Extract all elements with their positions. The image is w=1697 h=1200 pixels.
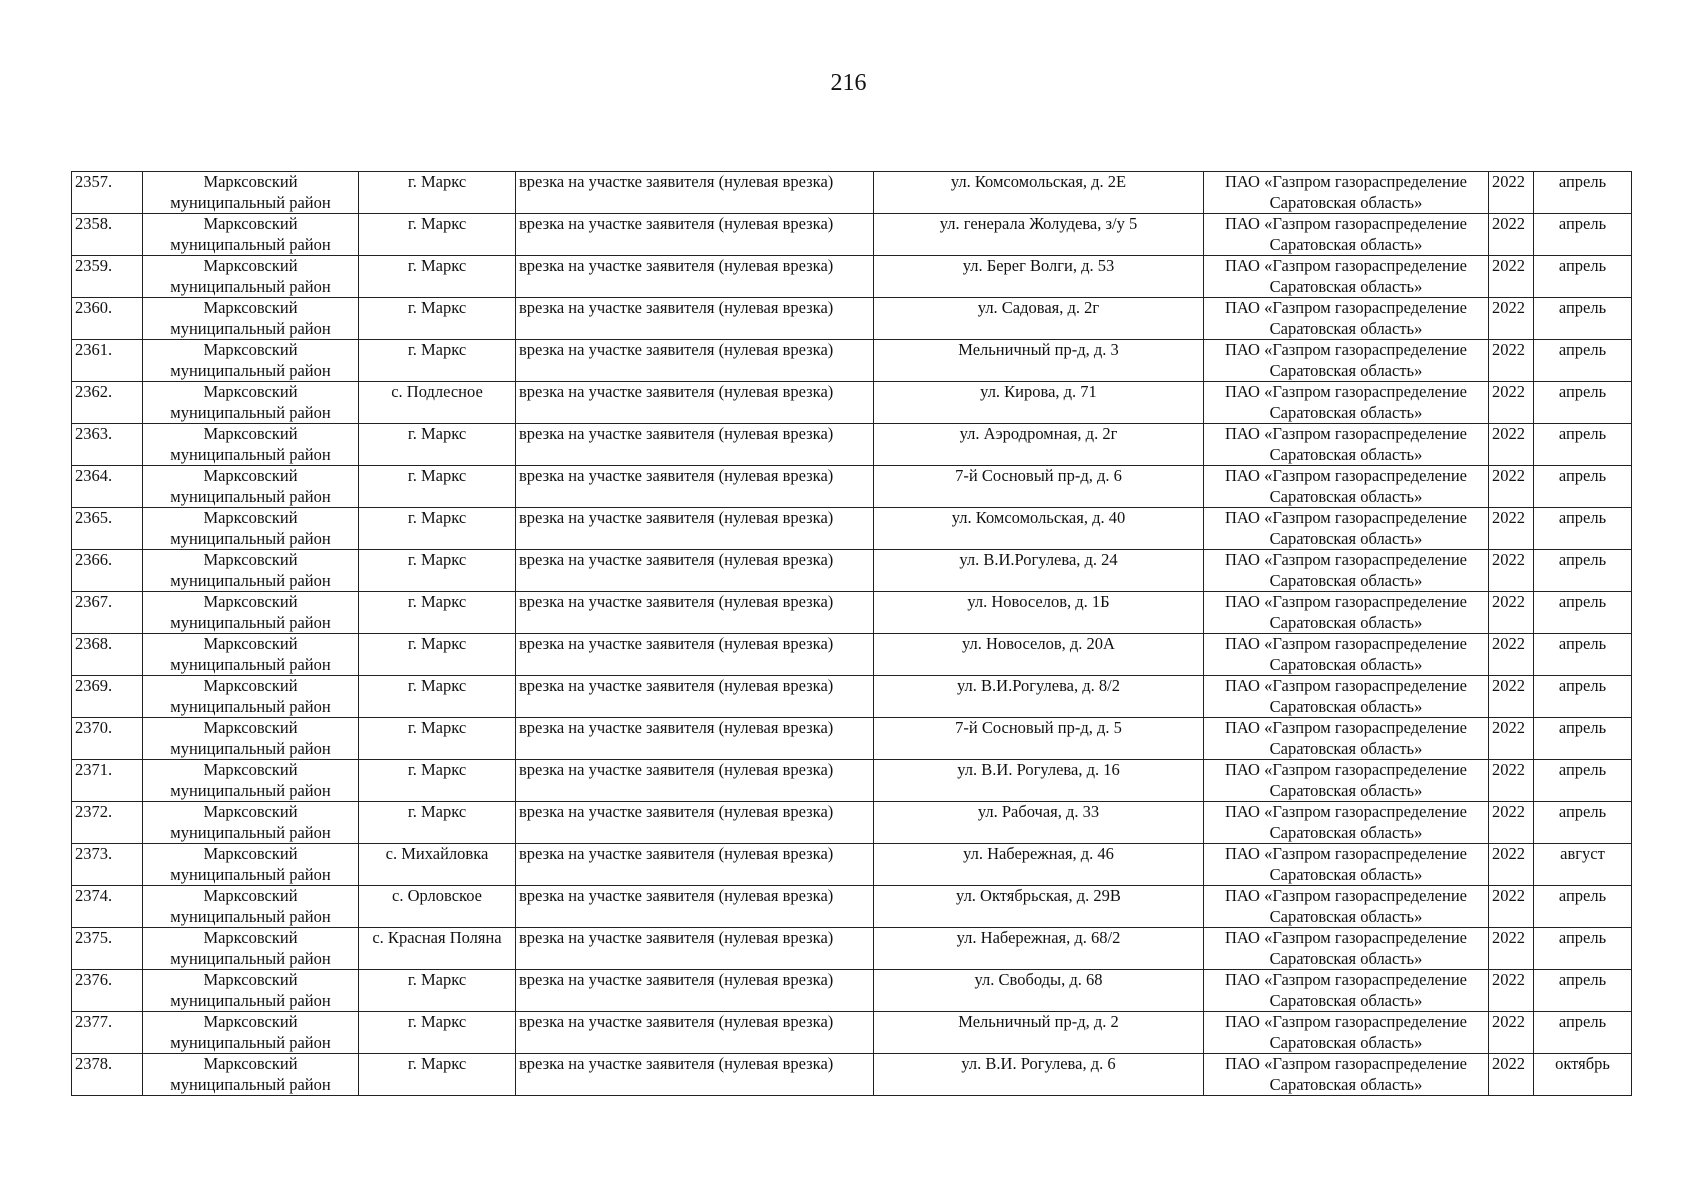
year-cell: 2022 (1489, 676, 1534, 718)
work-type-cell: врезка на участке заявителя (нулевая врезка) (516, 340, 874, 382)
address-cell: ул. Аэродромная, д. 2г (874, 424, 1204, 466)
address-cell: ул. Берег Волги, д. 53 (874, 256, 1204, 298)
district-cell: Марксовский муниципальный район (143, 1012, 359, 1054)
month-cell: август (1534, 844, 1632, 886)
month-cell: апрель (1534, 550, 1632, 592)
table-row (72, 214, 1632, 256)
locality-cell: г. Маркс (359, 634, 516, 676)
address-cell: ул. Садовая, д. 2г (874, 298, 1204, 340)
table-row (72, 340, 1632, 382)
registry-table (71, 171, 1632, 1096)
locality-cell: г. Маркс (359, 592, 516, 634)
row-number: 2376. (72, 970, 143, 1012)
work-type-cell: врезка на участке заявителя (нулевая врезка) (516, 718, 874, 760)
year-cell: 2022 (1489, 1012, 1534, 1054)
work-type-cell: врезка на участке заявителя (нулевая врезка) (516, 550, 874, 592)
address-cell: ул. Набережная, д. 46 (874, 844, 1204, 886)
month-cell: апрель (1534, 1012, 1632, 1054)
month-cell: апрель (1534, 928, 1632, 970)
row-number: 2374. (72, 886, 143, 928)
row-number: 2370. (72, 718, 143, 760)
organization-cell: ПАО «Газпром газораспределение Саратовская область» (1204, 550, 1489, 592)
table-row (72, 508, 1632, 550)
year-cell: 2022 (1489, 298, 1534, 340)
organization-cell: ПАО «Газпром газораспределение Саратовская область» (1204, 844, 1489, 886)
organization-cell: ПАО «Газпром газораспределение Саратовская область» (1204, 718, 1489, 760)
organization-cell: ПАО «Газпром газораспределение Саратовская область» (1204, 256, 1489, 298)
row-number: 2365. (72, 508, 143, 550)
month-cell: апрель (1534, 256, 1632, 298)
address-cell: ул. Рабочая, д. 33 (874, 802, 1204, 844)
month-cell: апрель (1534, 172, 1632, 214)
table-body (72, 172, 1632, 1096)
row-number: 2363. (72, 424, 143, 466)
year-cell: 2022 (1489, 214, 1534, 256)
locality-cell: г. Маркс (359, 298, 516, 340)
district-cell: Марксовский муниципальный район (143, 424, 359, 466)
month-cell: апрель (1534, 718, 1632, 760)
organization-cell: ПАО «Газпром газораспределение Саратовская область» (1204, 466, 1489, 508)
address-cell: 7-й Сосновый пр-д, д. 5 (874, 718, 1204, 760)
table-row (72, 802, 1632, 844)
row-number: 2359. (72, 256, 143, 298)
year-cell: 2022 (1489, 634, 1534, 676)
year-cell: 2022 (1489, 928, 1534, 970)
locality-cell: с. Орловское (359, 886, 516, 928)
row-number: 2366. (72, 550, 143, 592)
year-cell: 2022 (1489, 382, 1534, 424)
year-cell: 2022 (1489, 256, 1534, 298)
month-cell: апрель (1534, 970, 1632, 1012)
organization-cell: ПАО «Газпром газораспределение Саратовская область» (1204, 1054, 1489, 1096)
locality-cell: г. Маркс (359, 172, 516, 214)
organization-cell: ПАО «Газпром газораспределение Саратовская область» (1204, 886, 1489, 928)
address-cell: Мельничный пр-д, д. 2 (874, 1012, 1204, 1054)
organization-cell: ПАО «Газпром газораспределение Саратовская область» (1204, 172, 1489, 214)
month-cell: апрель (1534, 508, 1632, 550)
work-type-cell: врезка на участке заявителя (нулевая врезка) (516, 256, 874, 298)
month-cell: апрель (1534, 424, 1632, 466)
month-cell: апрель (1534, 760, 1632, 802)
organization-cell: ПАО «Газпром газораспределение Саратовская область» (1204, 592, 1489, 634)
year-cell: 2022 (1489, 424, 1534, 466)
month-cell: апрель (1534, 298, 1632, 340)
locality-cell: г. Маркс (359, 1012, 516, 1054)
address-cell: ул. Новоселов, д. 20А (874, 634, 1204, 676)
table-row (72, 676, 1632, 718)
locality-cell: г. Маркс (359, 550, 516, 592)
row-number: 2372. (72, 802, 143, 844)
work-type-cell: врезка на участке заявителя (нулевая врезка) (516, 214, 874, 256)
work-type-cell: врезка на участке заявителя (нулевая врезка) (516, 886, 874, 928)
district-cell: Марксовский муниципальный район (143, 340, 359, 382)
locality-cell: г. Маркс (359, 424, 516, 466)
work-type-cell: врезка на участке заявителя (нулевая врезка) (516, 1054, 874, 1096)
row-number: 2361. (72, 340, 143, 382)
address-cell: ул. В.И.Рогулева, д. 8/2 (874, 676, 1204, 718)
month-cell: апрель (1534, 214, 1632, 256)
work-type-cell: врезка на участке заявителя (нулевая врезка) (516, 298, 874, 340)
district-cell: Марксовский муниципальный район (143, 718, 359, 760)
year-cell: 2022 (1489, 844, 1534, 886)
year-cell: 2022 (1489, 970, 1534, 1012)
district-cell: Марксовский муниципальный район (143, 172, 359, 214)
row-number: 2362. (72, 382, 143, 424)
district-cell: Марксовский муниципальный район (143, 676, 359, 718)
work-type-cell: врезка на участке заявителя (нулевая врезка) (516, 970, 874, 1012)
district-cell: Марксовский муниципальный район (143, 382, 359, 424)
district-cell: Марксовский муниципальный район (143, 592, 359, 634)
work-type-cell: врезка на участке заявителя (нулевая врезка) (516, 172, 874, 214)
table-row (72, 256, 1632, 298)
locality-cell: г. Маркс (359, 466, 516, 508)
address-cell: ул. В.И. Рогулева, д. 16 (874, 760, 1204, 802)
table-row (72, 592, 1632, 634)
district-cell: Марксовский муниципальный район (143, 634, 359, 676)
district-cell: Марксовский муниципальный район (143, 508, 359, 550)
locality-cell: г. Маркс (359, 970, 516, 1012)
work-type-cell: врезка на участке заявителя (нулевая врезка) (516, 466, 874, 508)
year-cell: 2022 (1489, 760, 1534, 802)
month-cell: апрель (1534, 676, 1632, 718)
address-cell: ул. Кирова, д. 71 (874, 382, 1204, 424)
locality-cell: г. Маркс (359, 214, 516, 256)
row-number: 2375. (72, 928, 143, 970)
table-row (72, 1012, 1632, 1054)
district-cell: Марксовский муниципальный район (143, 466, 359, 508)
table-row (72, 634, 1632, 676)
district-cell: Марксовский муниципальный район (143, 802, 359, 844)
organization-cell: ПАО «Газпром газораспределение Саратовская область» (1204, 676, 1489, 718)
district-cell: Марксовский муниципальный район (143, 970, 359, 1012)
organization-cell: ПАО «Газпром газораспределение Саратовская область» (1204, 424, 1489, 466)
locality-cell: г. Маркс (359, 802, 516, 844)
month-cell: апрель (1534, 886, 1632, 928)
year-cell: 2022 (1489, 340, 1534, 382)
address-cell: ул. Свободы, д. 68 (874, 970, 1204, 1012)
table-row (72, 1054, 1632, 1096)
row-number: 2377. (72, 1012, 143, 1054)
table-row (72, 718, 1632, 760)
organization-cell: ПАО «Газпром газораспределение Саратовская область» (1204, 382, 1489, 424)
district-cell: Марксовский муниципальный район (143, 214, 359, 256)
address-cell: Мельничный пр-д, д. 3 (874, 340, 1204, 382)
district-cell: Марксовский муниципальный район (143, 886, 359, 928)
table-row (72, 928, 1632, 970)
month-cell: апрель (1534, 634, 1632, 676)
district-cell: Марксовский муниципальный район (143, 928, 359, 970)
organization-cell: ПАО «Газпром газораспределение Саратовская область» (1204, 340, 1489, 382)
row-number: 2368. (72, 634, 143, 676)
year-cell: 2022 (1489, 466, 1534, 508)
row-number: 2367. (72, 592, 143, 634)
table-row (72, 760, 1632, 802)
row-number: 2364. (72, 466, 143, 508)
address-cell: ул. Октябрьская, д. 29В (874, 886, 1204, 928)
month-cell: октябрь (1534, 1054, 1632, 1096)
organization-cell: ПАО «Газпром газораспределение Саратовская область» (1204, 970, 1489, 1012)
table-row (72, 550, 1632, 592)
table-row (72, 844, 1632, 886)
organization-cell: ПАО «Газпром газораспределение Саратовская область» (1204, 214, 1489, 256)
address-cell: ул. генерала Жолудева, з/у 5 (874, 214, 1204, 256)
work-type-cell: врезка на участке заявителя (нулевая врезка) (516, 760, 874, 802)
organization-cell: ПАО «Газпром газораспределение Саратовская область» (1204, 928, 1489, 970)
table-row (72, 298, 1632, 340)
address-cell: ул. Комсомольская, д. 40 (874, 508, 1204, 550)
work-type-cell: врезка на участке заявителя (нулевая врезка) (516, 802, 874, 844)
address-cell: ул. Набережная, д. 68/2 (874, 928, 1204, 970)
year-cell: 2022 (1489, 550, 1534, 592)
locality-cell: г. Маркс (359, 508, 516, 550)
row-number: 2373. (72, 844, 143, 886)
row-number: 2371. (72, 760, 143, 802)
organization-cell: ПАО «Газпром газораспределение Саратовская область» (1204, 298, 1489, 340)
locality-cell: с. Михайловка (359, 844, 516, 886)
organization-cell: ПАО «Газпром газораспределение Саратовская область» (1204, 760, 1489, 802)
organization-cell: ПАО «Газпром газораспределение Саратовская область» (1204, 1012, 1489, 1054)
organization-cell: ПАО «Газпром газораспределение Саратовская область» (1204, 508, 1489, 550)
year-cell: 2022 (1489, 802, 1534, 844)
address-cell: ул. Комсомольская, д. 2Е (874, 172, 1204, 214)
district-cell: Марксовский муниципальный район (143, 550, 359, 592)
district-cell: Марксовский муниципальный район (143, 844, 359, 886)
row-number: 2369. (72, 676, 143, 718)
table-row (72, 970, 1632, 1012)
address-cell: 7-й Сосновый пр-д, д. 6 (874, 466, 1204, 508)
month-cell: апрель (1534, 382, 1632, 424)
year-cell: 2022 (1489, 1054, 1534, 1096)
address-cell: ул. Новоселов, д. 1Б (874, 592, 1204, 634)
district-cell: Марксовский муниципальный район (143, 760, 359, 802)
row-number: 2378. (72, 1054, 143, 1096)
locality-cell: г. Маркс (359, 676, 516, 718)
year-cell: 2022 (1489, 172, 1534, 214)
locality-cell: с. Красная Поляна (359, 928, 516, 970)
address-cell: ул. В.И.Рогулева, д. 24 (874, 550, 1204, 592)
locality-cell: г. Маркс (359, 718, 516, 760)
year-cell: 2022 (1489, 718, 1534, 760)
work-type-cell: врезка на участке заявителя (нулевая врезка) (516, 508, 874, 550)
year-cell: 2022 (1489, 592, 1534, 634)
work-type-cell: врезка на участке заявителя (нулевая врезка) (516, 1012, 874, 1054)
table-row (72, 466, 1632, 508)
district-cell: Марксовский муниципальный район (143, 298, 359, 340)
table-row (72, 382, 1632, 424)
work-type-cell: врезка на участке заявителя (нулевая врезка) (516, 676, 874, 718)
year-cell: 2022 (1489, 508, 1534, 550)
work-type-cell: врезка на участке заявителя (нулевая врезка) (516, 382, 874, 424)
table-row (72, 424, 1632, 466)
locality-cell: г. Маркс (359, 340, 516, 382)
year-cell: 2022 (1489, 886, 1534, 928)
locality-cell: с. Подлесное (359, 382, 516, 424)
month-cell: апрель (1534, 466, 1632, 508)
locality-cell: г. Маркс (359, 1054, 516, 1096)
work-type-cell: врезка на участке заявителя (нулевая врезка) (516, 592, 874, 634)
district-cell: Марксовский муниципальный район (143, 256, 359, 298)
month-cell: апрель (1534, 802, 1632, 844)
address-cell: ул. В.И. Рогулева, д. 6 (874, 1054, 1204, 1096)
work-type-cell: врезка на участке заявителя (нулевая врезка) (516, 634, 874, 676)
table-row (72, 172, 1632, 214)
month-cell: апрель (1534, 592, 1632, 634)
work-type-cell: врезка на участке заявителя (нулевая врезка) (516, 928, 874, 970)
row-number: 2358. (72, 214, 143, 256)
page-number: 216 (830, 70, 867, 96)
locality-cell: г. Маркс (359, 256, 516, 298)
row-number: 2360. (72, 298, 143, 340)
locality-cell: г. Маркс (359, 760, 516, 802)
month-cell: апрель (1534, 340, 1632, 382)
organization-cell: ПАО «Газпром газораспределение Саратовская область» (1204, 802, 1489, 844)
table-row (72, 886, 1632, 928)
work-type-cell: врезка на участке заявителя (нулевая врезка) (516, 424, 874, 466)
district-cell: Марксовский муниципальный район (143, 1054, 359, 1096)
row-number: 2357. (72, 172, 143, 214)
organization-cell: ПАО «Газпром газораспределение Саратовская область» (1204, 634, 1489, 676)
work-type-cell: врезка на участке заявителя (нулевая врезка) (516, 844, 874, 886)
